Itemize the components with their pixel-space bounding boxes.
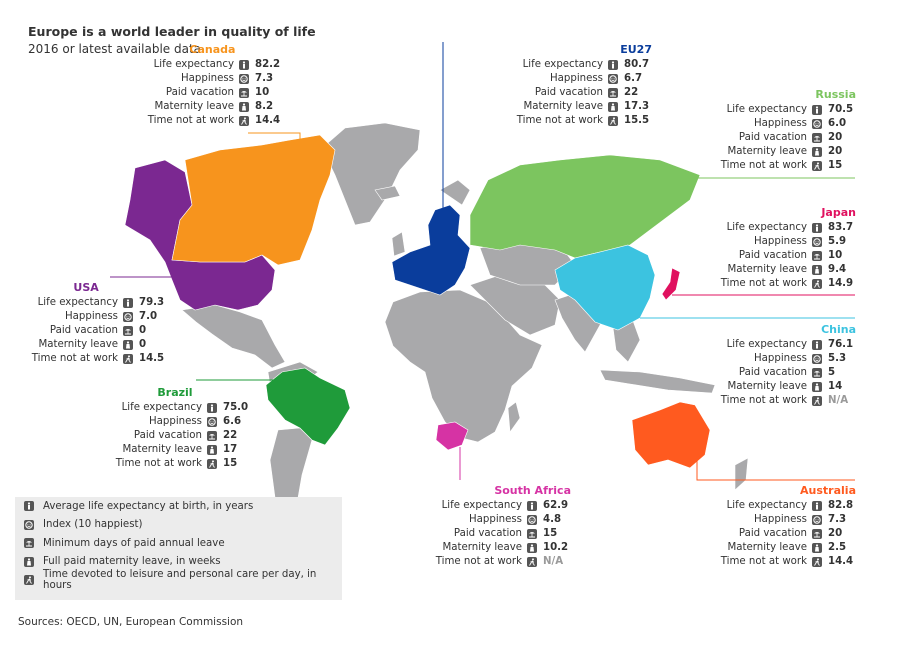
person-icon (207, 403, 217, 413)
beach-icon (608, 88, 618, 98)
legend-item-life-expectancy: Average life expectancy at birth, in years (15, 497, 342, 516)
stat-label: Time not at work (720, 278, 807, 289)
smiley-icon (123, 312, 133, 322)
country-box-usa (11, 281, 167, 366)
mother-icon (812, 147, 822, 157)
country-name: Brazil (157, 386, 193, 399)
stat-label: Happiness (753, 353, 807, 364)
stat-row-time-not-at-work (496, 114, 652, 128)
person-icon (239, 60, 249, 70)
stat-value: 17 (223, 444, 238, 455)
stat-row-paid-vacation (700, 249, 856, 263)
stat-value: 14.4 (828, 556, 854, 567)
stat-row-time-not-at-work (700, 555, 856, 569)
stat-label: Paid vacation (165, 87, 234, 98)
stat-label: Paid vacation (738, 250, 807, 261)
stat-row-time-not-at-work (127, 114, 283, 128)
beach-icon (239, 88, 249, 98)
mother-icon (239, 102, 249, 112)
stat-row-time-not-at-work (700, 394, 856, 408)
mother-icon (812, 265, 822, 275)
stat-value: 80.7 (624, 59, 650, 70)
stat-value: 22 (223, 430, 238, 441)
stat-row-maternity-leave (415, 541, 571, 555)
smiley-icon (239, 74, 249, 84)
canada-leader-line (248, 133, 300, 140)
legend-item-happiness: Index (10 happiest) (15, 516, 342, 535)
stat-row-life-expectancy (415, 499, 571, 513)
stat-value: 5.9 (828, 236, 847, 247)
australia-shape (632, 402, 710, 468)
uk-shape (392, 232, 405, 256)
beach-icon (812, 133, 822, 143)
stat-label: Maternity leave (727, 542, 807, 553)
page-subtitle: 2016 or latest available data (28, 42, 201, 56)
stat-label: Time not at work (147, 115, 234, 126)
person-icon (812, 105, 822, 115)
mother-icon (812, 382, 822, 392)
stat-label: Maternity leave (727, 381, 807, 392)
stat-row-life-expectancy (11, 296, 167, 310)
stat-value: 14.5 (139, 353, 165, 364)
country-name: South Africa (494, 484, 571, 497)
stat-value: N/A (828, 395, 849, 406)
stat-label: Time not at work (720, 556, 807, 567)
stat-value: 7.3 (828, 514, 847, 525)
stat-label: Life expectancy (121, 402, 202, 413)
stat-row-happiness (127, 72, 283, 86)
stat-value: 83.7 (828, 222, 854, 233)
leisure-icon (527, 557, 537, 567)
stat-row-paid-vacation (415, 527, 571, 541)
country-name: China (821, 323, 856, 336)
stat-label: Life expectancy (441, 500, 522, 511)
smiley-icon (812, 354, 822, 364)
stat-row-happiness (700, 117, 856, 131)
country-name: Russia (815, 88, 856, 101)
stat-value: 70.5 (828, 104, 854, 115)
stat-label: Happiness (64, 311, 118, 322)
beach-icon (812, 251, 822, 261)
stat-label: Maternity leave (38, 339, 118, 350)
stat-row-happiness (11, 310, 167, 324)
smiley-icon (812, 237, 822, 247)
leisure-icon (239, 116, 249, 126)
stat-value: 20 (828, 146, 843, 157)
stat-label: Time not at work (31, 353, 118, 364)
stat-row-time-not-at-work (700, 159, 856, 173)
stat-label: Happiness (148, 416, 202, 427)
russia-shape (470, 155, 700, 258)
stat-row-paid-vacation (700, 131, 856, 145)
stat-label: Life expectancy (37, 297, 118, 308)
stat-row-life-expectancy (127, 58, 283, 72)
smiley-icon (527, 515, 537, 525)
stat-label: Time not at work (115, 458, 202, 469)
stat-row-maternity-leave (700, 145, 856, 159)
stat-label: Life expectancy (522, 59, 603, 70)
person-icon (527, 501, 537, 511)
stat-value: 10.2 (543, 542, 569, 553)
country-box-japan (700, 206, 856, 291)
country-box-australia (700, 484, 856, 569)
stat-row-time-not-at-work (700, 277, 856, 291)
leisure-icon (24, 575, 34, 585)
stat-row-life-expectancy (700, 499, 856, 513)
legend-item-maternity-leave: Full paid maternity leave, in weeks (15, 553, 342, 572)
stat-row-happiness (496, 72, 652, 86)
person-icon (812, 501, 822, 511)
stat-value: 5 (828, 367, 836, 378)
stat-row-time-not-at-work (11, 352, 167, 366)
stat-row-maternity-leave (95, 443, 251, 457)
stat-label: Happiness (468, 514, 522, 525)
leisure-icon (608, 116, 618, 126)
stat-row-happiness (700, 513, 856, 527)
person-icon (812, 340, 822, 350)
beach-icon (812, 368, 822, 378)
stat-value: 10 (828, 250, 843, 261)
country-box-south-africa (415, 484, 571, 569)
smiley-icon (812, 515, 822, 525)
stat-value: 4.8 (543, 514, 562, 525)
stat-value: 82.2 (255, 59, 281, 70)
stat-row-maternity-leave (127, 100, 283, 114)
person-icon (608, 60, 618, 70)
stat-label: Maternity leave (727, 264, 807, 275)
country-name: Australia (800, 484, 856, 497)
australia-leader-line (697, 460, 855, 480)
leisure-icon (812, 557, 822, 567)
stat-row-paid-vacation (700, 527, 856, 541)
stat-label: Time not at work (720, 160, 807, 171)
stat-label: Paid vacation (453, 528, 522, 539)
leisure-icon (812, 396, 822, 406)
beach-icon (527, 529, 537, 539)
stat-label: Maternity leave (523, 101, 603, 112)
stat-value: 7.0 (139, 311, 158, 322)
stat-label: Happiness (549, 73, 603, 84)
leisure-icon (123, 354, 133, 364)
smiley-icon (608, 74, 618, 84)
smiley-icon (24, 520, 34, 530)
smiley-icon (812, 119, 822, 129)
stat-row-paid-vacation (127, 86, 283, 100)
leisure-icon (812, 161, 822, 171)
country-box-brazil (95, 386, 251, 471)
stat-label: Paid vacation (738, 528, 807, 539)
country-box-canada (127, 43, 283, 128)
stat-value: 5.3 (828, 353, 847, 364)
person-icon (812, 223, 822, 233)
mexico-central-america-shape (182, 305, 285, 368)
stat-value: 2.5 (828, 542, 847, 553)
stat-value: 20 (828, 528, 843, 539)
stat-label: Happiness (753, 118, 807, 129)
stat-value: 22 (624, 87, 639, 98)
page-title: Europe is a world leader in quality of life (28, 24, 316, 39)
beach-icon (207, 431, 217, 441)
stat-row-life-expectancy (496, 58, 652, 72)
stat-row-happiness (700, 352, 856, 366)
stat-row-paid-vacation (95, 429, 251, 443)
stat-value: 15 (828, 160, 843, 171)
stat-value: 14 (828, 381, 843, 392)
stat-label: Life expectancy (726, 104, 807, 115)
stat-value: 6.0 (828, 118, 847, 129)
country-name: Japan (821, 206, 856, 219)
legend-item-time-not-at-work: Time devoted to leisure and personal care per day, in hours (15, 571, 342, 590)
legend-item-paid-vacation: Minimum days of paid annual leave (15, 534, 342, 553)
sources-note: Sources: OECD, UN, European Commission (18, 616, 244, 628)
stat-row-life-expectancy (95, 401, 251, 415)
stat-label: Maternity leave (154, 101, 234, 112)
stat-label: Paid vacation (534, 87, 603, 98)
stat-value: 20 (828, 132, 843, 143)
stat-row-happiness (415, 513, 571, 527)
beach-icon (24, 538, 34, 548)
madagascar-shape (508, 402, 520, 432)
person-icon (24, 501, 34, 511)
stat-value: 6.6 (223, 416, 242, 427)
greenland-shape (322, 123, 420, 225)
stat-label: Life expectancy (726, 339, 807, 350)
stat-row-life-expectancy (700, 338, 856, 352)
country-name: EU27 (620, 43, 652, 56)
indonesia-shape (600, 370, 715, 393)
mother-icon (207, 445, 217, 455)
stat-label: Paid vacation (738, 367, 807, 378)
stat-value: 8.2 (255, 101, 274, 112)
stat-value: 14.4 (255, 115, 281, 126)
stat-label: Life expectancy (726, 500, 807, 511)
mother-icon (608, 102, 618, 112)
scandinavia-north-shape (440, 180, 470, 205)
country-box-china (700, 323, 856, 408)
stat-label: Time not at work (516, 115, 603, 126)
canada-shape (172, 135, 335, 265)
legend-panel (15, 497, 342, 600)
stat-label: Time not at work (435, 556, 522, 567)
stat-label: Maternity leave (727, 146, 807, 157)
stat-label: Paid vacation (738, 132, 807, 143)
stat-value: 62.9 (543, 500, 569, 511)
country-name: USA (73, 281, 99, 294)
leisure-icon (207, 459, 217, 469)
stat-row-maternity-leave (11, 338, 167, 352)
stat-value: 7.3 (255, 73, 274, 84)
stat-value: N/A (543, 556, 564, 567)
stat-value: 17.3 (624, 101, 650, 112)
mother-icon (527, 543, 537, 553)
stat-label: Paid vacation (49, 325, 118, 336)
country-name: Canada (189, 43, 236, 56)
stat-value: 76.1 (828, 339, 854, 350)
stat-row-life-expectancy (700, 103, 856, 117)
stat-value: 82.8 (828, 500, 854, 511)
stat-row-maternity-leave (700, 263, 856, 277)
stat-value: 15.5 (624, 115, 650, 126)
stat-row-time-not-at-work (415, 555, 571, 569)
stat-value: 6.7 (624, 73, 643, 84)
stat-row-happiness (95, 415, 251, 429)
stat-row-paid-vacation (700, 366, 856, 380)
stat-value: 79.3 (139, 297, 165, 308)
stat-label: Time not at work (720, 395, 807, 406)
stat-row-maternity-leave (496, 100, 652, 114)
country-box-russia (700, 88, 856, 173)
stat-value: 10 (255, 87, 270, 98)
stat-label: Life expectancy (153, 59, 234, 70)
stat-value: 14.9 (828, 278, 854, 289)
beach-icon (812, 529, 822, 539)
stat-row-paid-vacation (496, 86, 652, 100)
stat-value: 9.4 (828, 264, 847, 275)
stat-row-maternity-leave (700, 380, 856, 394)
stat-label: Maternity leave (122, 444, 202, 455)
beach-icon (123, 326, 133, 336)
smiley-icon (207, 417, 217, 427)
stat-value: 0 (139, 339, 147, 350)
stat-row-maternity-leave (700, 541, 856, 555)
leisure-icon (812, 279, 822, 289)
mother-icon (123, 340, 133, 350)
stat-row-life-expectancy (700, 221, 856, 235)
stat-row-time-not-at-work (95, 457, 251, 471)
stat-label: Happiness (180, 73, 234, 84)
stat-label: Maternity leave (442, 542, 522, 553)
mother-icon (24, 557, 34, 567)
stat-label: Happiness (753, 236, 807, 247)
stat-value: 75.0 (223, 402, 249, 413)
stat-row-happiness (700, 235, 856, 249)
person-icon (123, 298, 133, 308)
stat-label: Happiness (753, 514, 807, 525)
mother-icon (812, 543, 822, 553)
stat-row-paid-vacation (11, 324, 167, 338)
stat-value: 15 (543, 528, 558, 539)
stat-value: 15 (223, 458, 238, 469)
stat-label: Life expectancy (726, 222, 807, 233)
stat-value: 0 (139, 325, 147, 336)
country-box-eu27 (496, 43, 652, 128)
stat-label: Paid vacation (133, 430, 202, 441)
